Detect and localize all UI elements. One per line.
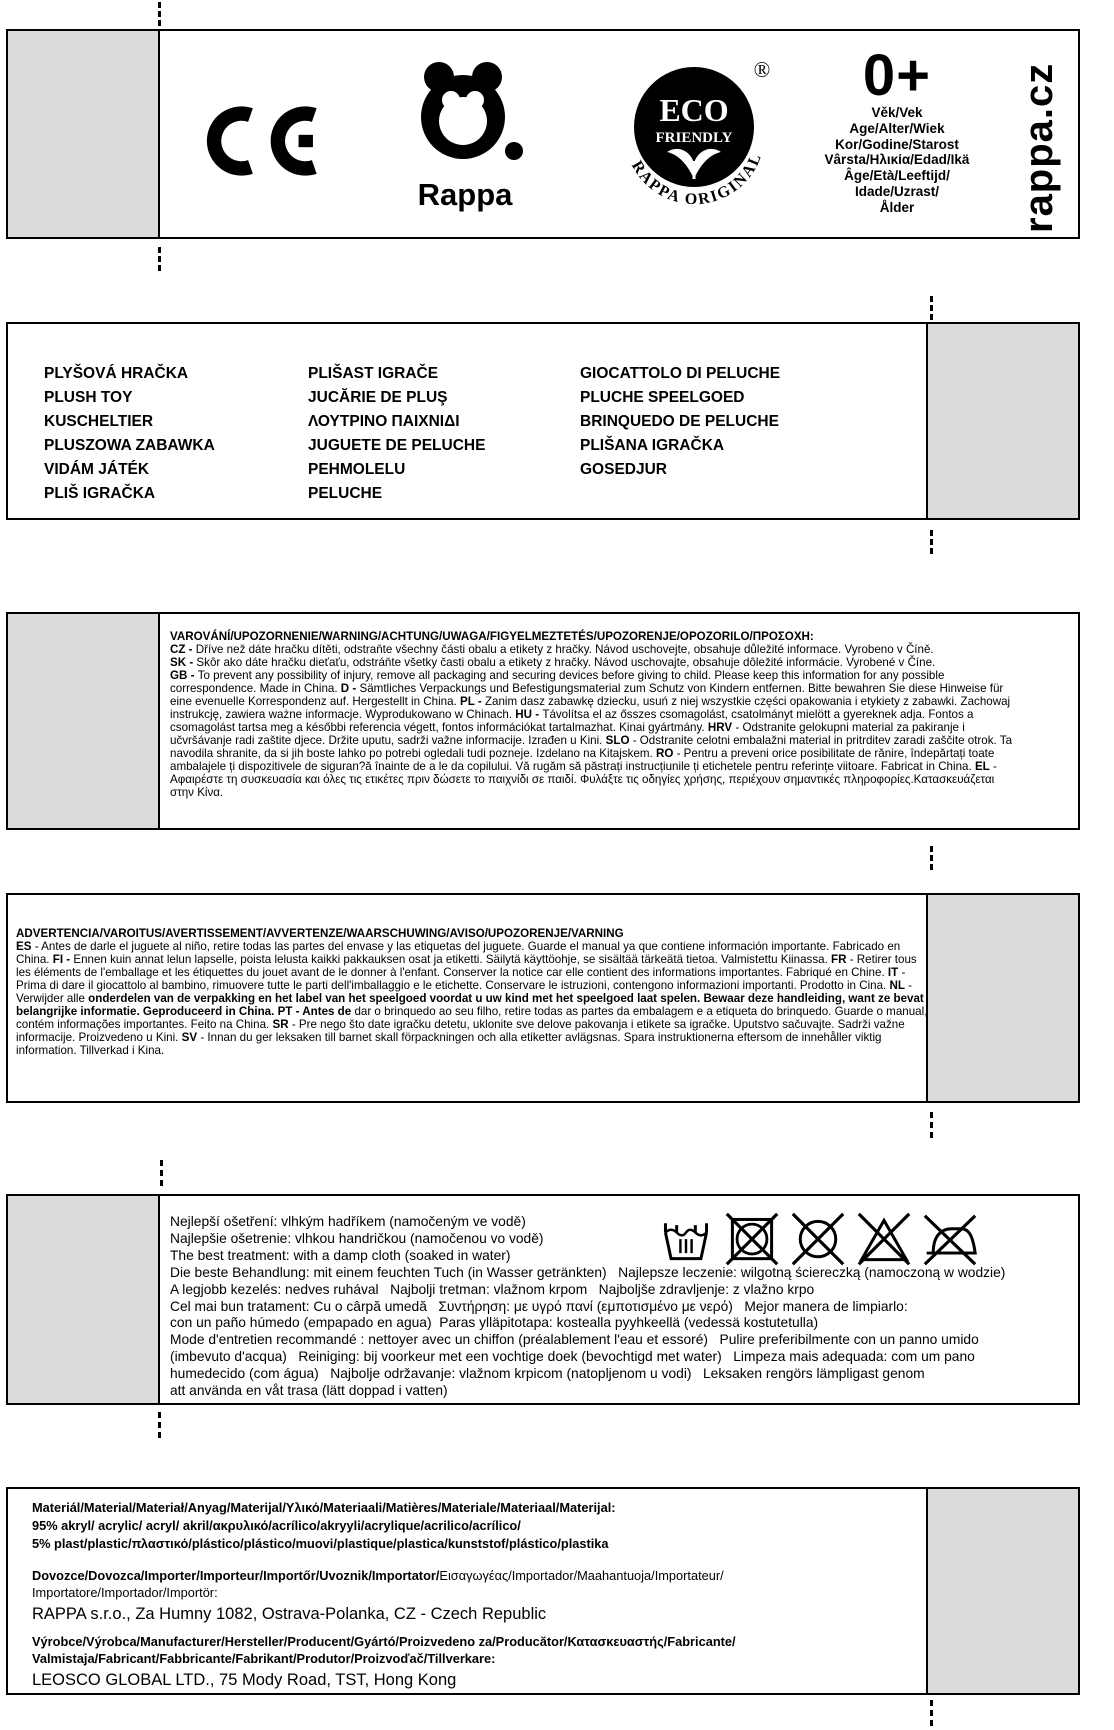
- warning-text-1: [170, 630, 1018, 799]
- trim-mark: [158, 2, 161, 26]
- product-name: PLUSH TOY: [44, 389, 133, 406]
- warning-body-1: CZ - Dříve než dáte hračku dítěti, odstraňte všechny části obalu a etikety z hračky. Návod uschovejte, obsahuje důležité informace. Vyrobeno v Číně. SK - Skôr ako dáte hračku dieťaťu, odstráňte všetky časti obalu a etikety z hračky. Návod uschovajte, obsahuje dôležité informácie. Vyrobené v Číne. GB - To prevent any possibility of injury, remove all packaging and securing devices before giving to child. Please keep this information for any possible correspondence. Made in China. D - Sämtliches Verpackungs und Befestigungsmaterial zum Schutz von Kindern entfernen. Bitte bewahren Sie diese Hinweise für eine evenuelle Korrespondenz auf. Hergestellt in China. PL - Zanim dasz zabawkę dziecku, usuń z niej wszystkie części opakowania i etykiety z zabawki. Zachowaj instrukcję, zawiera ważne informacje. Wyprodukowano w Chinach. HU - Távolítsa el az ősszes csomagolást, csatolmányt mielött a gyereknek adja. Fontos a csomagolást tartsa meg a későbbi referencia végett, fontos információkat tartalmazhat. Kinai gyártmány. HRV - Odstranite gelokupni material za pakiranje i učvršávanje radi zaštite djece. Držite uputu, sadrži važne informacije. Izrađen u Kini. SLO - Odstranite celotni embalažni material in pritrditev zaradi zaščite otrok. Ta navodila shranite, da si jih boste lahko po potrebi ogledali tudi pozneje. Izdelano na Kitajskem. RO - Pentru a preveni orice posibilitate de rănire, îndepărtați toate ambalajele ți dispozitivele de siguran?ă înainte de a le da copilului. Vă rugăm să păstrați instrucțiunile ți etichetele pentru referințe viitoare. Fabricat in China. EL - Αφαιρέστε τη συσκευασία και όλες τις ετικέτες πριν δώσετε το παιχνίδι σε παιδί. Φυλάξτε τις οδηγίες χρήσης, περιέχουν σημαντικές πληροφορίες.Κατασκευάζεται στην Κίνα.: [170, 643, 1013, 799]
- product-name: PLUSZOWA ZABAWKA: [44, 437, 215, 454]
- trim-mark: [930, 846, 933, 870]
- care-line: Cel mai bun tratament: Cu o cârpă umedă Συντήρηση: με υγρό πανί (εμποτισμένο με νερό) Mejor manera de limpiarlo:: [170, 1298, 908, 1314]
- trim-mark: [930, 530, 933, 554]
- product-name: BRINQUEDO DE PELUCHE: [580, 413, 779, 430]
- material-section: [6, 1487, 1080, 1695]
- age-label: Ålder: [879, 199, 915, 215]
- registered-mark: ®: [753, 57, 771, 82]
- rappa-bear-icon: [405, 55, 525, 177]
- gray-placeholder: [8, 614, 160, 828]
- gray-placeholder: [926, 895, 1078, 1101]
- care-line: Die beste Behandlung: mit einem feuchten Tuch (in Wasser getränkten) Najlepsze leczenie: wilgotną ściereczką (namoczoną w wodzie): [170, 1264, 1006, 1280]
- material-line: 5% plast/plastic/πλαστικό/plástico/plástico/muovi/plastique/plastica/kunststof/plástico/plastika: [32, 1536, 609, 1551]
- age-label: Âge/Età/Leeftijd/: [844, 168, 950, 184]
- care-line: Mode d'entretien recommandé : nettoyer avec un chiffon (préalablement l'eau et essoré) Pulire preferibilmente con un panno umido: [170, 1332, 979, 1348]
- age-label: Age/Alter/Wiek: [849, 120, 945, 136]
- material-lines: [32, 1499, 736, 1553]
- do-not-bleach-icon: [856, 1208, 912, 1272]
- product-name: GIOCATTOLO DI PELUCHE: [580, 365, 781, 382]
- care-line: (imbevuto d'acqua) Reiniging: bij voorkeur met een vochtige doek (bevochtigd met water) Limpeza mais adequada: com um pano: [170, 1349, 975, 1365]
- gray-placeholder: [926, 324, 1078, 518]
- warning-section-2: [6, 893, 1080, 1103]
- logo-strip-section: [6, 29, 1080, 239]
- product-names-col3: [580, 362, 780, 482]
- rappa-logo: [405, 55, 525, 213]
- product-names-col1: [44, 362, 215, 506]
- product-name: PLIŠANA IGRAČKA: [580, 437, 725, 454]
- age-label: Idade/Uzrast/: [854, 183, 940, 199]
- product-name: ΛΟΥΤΡΙΝΟ ΠΑΙΧΝΙΔΙ: [308, 413, 460, 430]
- trim-mark: [160, 1160, 163, 1186]
- care-line: Nejlepší ošetření: vlhkým hadříkem (namočeným ve vodě): [170, 1214, 526, 1229]
- trim-mark: [930, 296, 933, 320]
- handwash-icon: [658, 1208, 714, 1272]
- care-line: The best treatment: with a damp cloth (soaked in water): [170, 1247, 511, 1263]
- material-info: [32, 1499, 736, 1693]
- warning-header-2: ADVERTENCIA/VAROITUS/AVERTISSEMENT/AVVERTENZE/WAARSCHUWING/AVISO/UPOZORENJE/VARNING: [16, 927, 624, 940]
- trim-mark: [930, 1700, 933, 1726]
- warning-text-2: [16, 927, 931, 1057]
- product-name: PLIŠ IGRAČKA: [44, 485, 156, 502]
- svg-text:FRIENDLY: FRIENDLY: [655, 130, 733, 146]
- product-names-col2: [308, 362, 485, 506]
- product-name: GOSEDJUR: [580, 461, 667, 478]
- eco-friendly-badge: [624, 49, 774, 227]
- product-name: KUSCHELTIER: [44, 413, 154, 430]
- age-rating-block: [812, 43, 982, 216]
- care-line: att använda en våt trasa (lätt doppad i vatten): [170, 1383, 448, 1399]
- importer-labels: Dovozce/Dovozca/Importer/Importeur/Importőr/Uvoznik/Importator/Εισαγωγέας/Importador/Maahantuoja/Importateur/ Importatore/Importador/Importör:: [32, 1568, 724, 1600]
- do-not-iron-icon: [922, 1208, 978, 1272]
- product-name: PLUCHE SPEELGOED: [580, 389, 745, 406]
- warning-header-1: VAROVÁNÍ/UPOZORNENIE/WARNING/ACHTUNG/UWAGA/FIGYELMEZTETÉS/UPOZORENJE/OPOZORILO/ΠΡΟΣΟΧΗ:: [170, 630, 814, 643]
- care-line: humedecido (com água) Najbolje održavanje: vlažnom krpicom (natopljenom u vodi) Leksaken rengörs lämpligast genom: [170, 1366, 925, 1382]
- warning-body-2: ES - Antes de darle el juguete al niño, retire todas las partes del envase y las etiquetas del juguete. Guarde el manual ya que contiene información importante. Fabricado en China. FI - Ennen kuin annat lelun lapselle, poista lelusta kaikki pakkauksen osat ja etiketti. Säilytä käyttöohje, se sisältää tärkeätä tietoa. Valmistettu Kiinassa. FR - Retirer tous les éléments de l'emballage et les étiquettes du jouet avant de le donner à l'enfant. Conserver la notice car elle contient des informations importantes. Fabriqué en Chine. IT - Prima di dare il giocattolo al bambino, rimuovere tutte le parti dell'imballaggio e le etichette. Conservare le istruzioni, contengono informazioni importanti. Prodotto in Cina. NL - Verwijder alle onderdelen van de verpakking en het label van het speelgoed voordat u uw kind met het speelgoed laat spelen. Bewaar deze handleiding, want ze bevat belangrijke informatie. Geproduceerd in China. PT - Antes de dar o brinquedo ao seu filho, retire todas as partes da embalagem e a etiqueta do brinquedo. Guarde o manual, contém informações importantes. Feito na China. SR - Pre nego što date igračku detetu, uklonite sve delove pakovanja i etikete sa igračke. Uputstvo sačuvajte. Sadrži važne informacije. Proizvedeno u Kini. SV - Innan du ger leksaken till barnet skall förpackningen och alla etiketter avlägsnas. Spara instruktionerna eftersom de innehåller viktig information. Tillverkad i Kina.: [16, 940, 928, 1057]
- age-label: Věk/Vek: [871, 105, 923, 120]
- age-label: Kor/Godine/Starost: [835, 136, 959, 152]
- material-line: Materiál/Material/Materiał/Anyag/Materijal/Υλικό/Materiaali/Matières/Materiale/Materiaal/Materijal:: [32, 1500, 616, 1515]
- care-line: Najlepšie ošetrenie: vlhkou handričkou (namočenou vo vodě): [170, 1230, 544, 1246]
- gray-placeholder: [8, 1196, 160, 1403]
- product-name: PLIŠAST IGRAČE: [308, 365, 439, 382]
- age-labels: [812, 105, 982, 216]
- do-not-dry-clean-icon: [790, 1208, 846, 1272]
- product-name: JUGUETE DE PELUCHE: [308, 437, 486, 454]
- product-name: PEHMOLELU: [308, 461, 406, 478]
- rappa-url-vertical: rappa.cz: [1017, 62, 1061, 233]
- ce-mark-icon: [195, 87, 339, 195]
- product-name: VIDÁM JÁTÉK: [44, 461, 150, 478]
- gray-placeholder: [8, 31, 160, 237]
- trim-mark: [158, 247, 161, 271]
- age-rating: 0+: [862, 43, 932, 108]
- warning-section-1: [6, 612, 1080, 830]
- trim-mark: [930, 1112, 933, 1138]
- trim-mark: [158, 1412, 161, 1438]
- do-not-tumble-dry-icon: [724, 1208, 780, 1272]
- product-name: JUCĂRIE DE PLUŞ: [308, 389, 448, 406]
- product-names-section: [6, 322, 1080, 520]
- care-section: [6, 1194, 1080, 1405]
- product-name: PELUCHE: [308, 485, 383, 502]
- manufacturer-labels: Výrobce/Výrobca/Manufacturer/Hersteller/Producent/Gyártó/Proizvedeno za/Producător/Κατασκευαστής/Fabricante/ Valmistaja/Fabricant/Fabbricante/Fabrikant/Produtor/Proizvoďač/Tillverkare:: [32, 1634, 736, 1666]
- age-label: Vârsta/Ηλικία/Edad/Ikä: [824, 152, 970, 168]
- arc-text: RAPPA ORIGINAL: [627, 149, 766, 209]
- material-line: 95% akryl/ acrylic/ acryl/ akril/ακρυλικό/acrílico/akryyli/acrylique/acrilico/acrílico/: [32, 1518, 521, 1533]
- manufacturer-address: LEOSCO GLOBAL LTD., 75 Mody Road, TST, Hong Kong: [32, 1671, 457, 1689]
- importer-address: RAPPA s.r.o., Za Humny 1082, Ostrava-Polanka, CZ - Czech Republic: [32, 1605, 547, 1623]
- care-line: con un paño húmedo (empapado en agua) Paras ylläpitotapa: kostealla pyyhkeellä (vedessä kostutetulla): [170, 1315, 819, 1331]
- gray-placeholder: [926, 1489, 1078, 1693]
- rappa-wordmark: Rappa: [417, 177, 513, 212]
- care-line: A legjobb kezelés: nedves ruhával Najbolji tretman: vlažnom krpom Najboljše zdravljenje: z vlažno krpo: [170, 1281, 815, 1297]
- care-icons: [658, 1208, 978, 1272]
- product-name: PLYŠOVÁ HRAČKA: [44, 365, 189, 382]
- svg-text:ECO: ECO: [659, 92, 729, 128]
